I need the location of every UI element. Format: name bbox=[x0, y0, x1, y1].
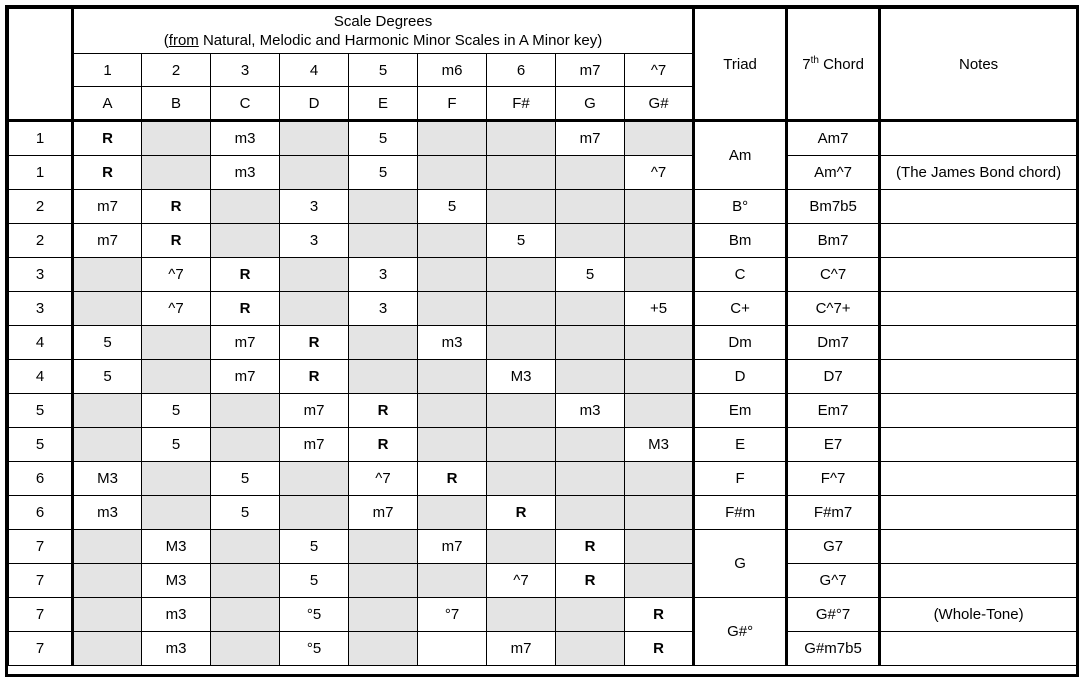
interval-cell: m3 bbox=[73, 496, 142, 530]
interval-cell: R bbox=[625, 598, 694, 632]
interval-cell: m7 bbox=[211, 326, 280, 360]
interval-cell: m7 bbox=[349, 496, 418, 530]
interval-cell bbox=[625, 190, 694, 224]
note-header: F bbox=[418, 87, 487, 121]
interval-cell: 5 bbox=[73, 360, 142, 394]
interval-cell bbox=[487, 462, 556, 496]
interval-cell bbox=[487, 156, 556, 190]
row-degree: 4 bbox=[9, 326, 73, 360]
interval-cell bbox=[73, 530, 142, 564]
notes-cell bbox=[880, 292, 1077, 326]
interval-cell: ^7 bbox=[487, 564, 556, 598]
interval-cell: ^7 bbox=[349, 462, 418, 496]
interval-cell: R bbox=[625, 632, 694, 666]
interval-cell bbox=[625, 258, 694, 292]
notes-cell bbox=[880, 428, 1077, 462]
interval-cell: m7 bbox=[487, 632, 556, 666]
interval-cell bbox=[556, 462, 625, 496]
interval-cell bbox=[211, 632, 280, 666]
interval-cell: 5 bbox=[73, 326, 142, 360]
note-header: C bbox=[211, 87, 280, 121]
notes-cell bbox=[880, 258, 1077, 292]
notes-cell bbox=[880, 564, 1077, 598]
interval-cell bbox=[142, 360, 211, 394]
seventh-chord-cell: Bm7b5 bbox=[787, 190, 880, 224]
row-degree: 6 bbox=[9, 496, 73, 530]
note-header: G# bbox=[625, 87, 694, 121]
interval-cell bbox=[418, 428, 487, 462]
seventh-chord-cell: F^7 bbox=[787, 462, 880, 496]
interval-cell bbox=[556, 496, 625, 530]
triad-cell: D bbox=[694, 360, 787, 394]
interval-cell: m7 bbox=[280, 428, 349, 462]
interval-cell: M3 bbox=[625, 428, 694, 462]
interval-cell: M3 bbox=[142, 530, 211, 564]
interval-cell bbox=[556, 326, 625, 360]
triad-cell: Em bbox=[694, 394, 787, 428]
interval-cell bbox=[487, 190, 556, 224]
interval-cell: R bbox=[556, 530, 625, 564]
notes-cell bbox=[880, 360, 1077, 394]
table-row bbox=[9, 598, 1077, 632]
interval-cell bbox=[418, 360, 487, 394]
row-degree: 7 bbox=[9, 530, 73, 564]
interval-cell bbox=[418, 496, 487, 530]
interval-cell bbox=[487, 598, 556, 632]
interval-cell bbox=[349, 326, 418, 360]
interval-cell bbox=[487, 530, 556, 564]
interval-cell: R bbox=[487, 496, 556, 530]
interval-cell bbox=[211, 428, 280, 462]
interval-cell bbox=[349, 598, 418, 632]
interval-cell bbox=[625, 530, 694, 564]
row-degree: 7 bbox=[9, 564, 73, 598]
interval-cell bbox=[556, 224, 625, 258]
degree-header: m6 bbox=[418, 54, 487, 87]
interval-cell bbox=[487, 121, 556, 156]
interval-cell bbox=[73, 598, 142, 632]
note-header: E bbox=[349, 87, 418, 121]
scale-title: Scale Degrees bbox=[333, 13, 433, 30]
interval-cell: 3 bbox=[349, 258, 418, 292]
interval-cell bbox=[556, 428, 625, 462]
interval-cell: R bbox=[418, 462, 487, 496]
interval-cell: 5 bbox=[211, 462, 280, 496]
note-header: B bbox=[142, 87, 211, 121]
seventh-chord-cell: G^7 bbox=[787, 564, 880, 598]
table-row bbox=[9, 564, 1077, 598]
interval-cell: ^7 bbox=[142, 258, 211, 292]
note-header: F# bbox=[487, 87, 556, 121]
row-degree: 4 bbox=[9, 360, 73, 394]
interval-cell bbox=[73, 632, 142, 666]
table-row bbox=[9, 326, 1077, 360]
interval-cell bbox=[487, 326, 556, 360]
interval-cell: +5 bbox=[625, 292, 694, 326]
interval-cell: 3 bbox=[280, 224, 349, 258]
interval-cell bbox=[142, 121, 211, 156]
interval-cell: 5 bbox=[142, 394, 211, 428]
interval-cell: R bbox=[142, 190, 211, 224]
table-row bbox=[9, 258, 1077, 292]
degree-header: 6 bbox=[487, 54, 556, 87]
interval-cell bbox=[349, 360, 418, 394]
interval-cell: 5 bbox=[487, 224, 556, 258]
interval-cell: M3 bbox=[73, 462, 142, 496]
interval-cell: R bbox=[280, 360, 349, 394]
triad-cell: Am bbox=[694, 121, 787, 190]
interval-cell: m3 bbox=[142, 632, 211, 666]
seventh-chord-cell: G#°7 bbox=[787, 598, 880, 632]
row-degree: 5 bbox=[9, 394, 73, 428]
interval-cell bbox=[142, 326, 211, 360]
interval-cell bbox=[625, 224, 694, 258]
interval-cell: 5 bbox=[418, 190, 487, 224]
interval-cell bbox=[349, 564, 418, 598]
interval-cell bbox=[487, 292, 556, 326]
row-degree: 7 bbox=[9, 598, 73, 632]
interval-cell bbox=[625, 462, 694, 496]
interval-cell: m3 bbox=[556, 394, 625, 428]
seventh-chord-cell: F#m7 bbox=[787, 496, 880, 530]
degree-header: m7 bbox=[556, 54, 625, 87]
scale-subtitle: (from Natural, Melodic and Harmonic Minor Scales in A Minor key) bbox=[163, 32, 603, 49]
row-degree: 1 bbox=[9, 121, 73, 156]
interval-cell bbox=[349, 224, 418, 258]
interval-cell: R bbox=[280, 326, 349, 360]
table-row bbox=[9, 496, 1077, 530]
table-row bbox=[9, 530, 1077, 564]
interval-cell bbox=[625, 394, 694, 428]
seventh-chord-cell: E7 bbox=[787, 428, 880, 462]
table-row bbox=[9, 394, 1077, 428]
interval-cell: m7 bbox=[73, 190, 142, 224]
interval-cell: 5 bbox=[142, 428, 211, 462]
seventh-chord-cell: Am^7 bbox=[787, 156, 880, 190]
interval-cell: 5 bbox=[280, 530, 349, 564]
chord-rows bbox=[9, 121, 1077, 666]
notes-cell: (The James Bond chord) bbox=[880, 156, 1077, 190]
seventh-chord-cell: C^7+ bbox=[787, 292, 880, 326]
interval-cell bbox=[418, 394, 487, 428]
interval-cell: m7 bbox=[280, 394, 349, 428]
interval-cell: m3 bbox=[418, 326, 487, 360]
interval-cell bbox=[487, 428, 556, 462]
seventh-chord-cell: Am7 bbox=[787, 121, 880, 156]
triad-cell: Dm bbox=[694, 326, 787, 360]
degree-header: 2 bbox=[142, 54, 211, 87]
interval-cell: R bbox=[349, 394, 418, 428]
seventh-chord-cell: C^7 bbox=[787, 258, 880, 292]
note-header: D bbox=[280, 87, 349, 121]
triad-cell: Bm bbox=[694, 224, 787, 258]
table-row bbox=[9, 292, 1077, 326]
interval-cell bbox=[280, 121, 349, 156]
notes-cell bbox=[880, 632, 1077, 666]
interval-cell bbox=[142, 156, 211, 190]
table-row bbox=[9, 632, 1077, 666]
interval-cell: °5 bbox=[280, 598, 349, 632]
interval-cell bbox=[418, 258, 487, 292]
notes-cell: (Whole-Tone) bbox=[880, 598, 1077, 632]
triad-cell: E bbox=[694, 428, 787, 462]
interval-cell: M3 bbox=[142, 564, 211, 598]
interval-cell bbox=[556, 632, 625, 666]
interval-cell bbox=[625, 121, 694, 156]
interval-cell: m7 bbox=[418, 530, 487, 564]
interval-cell: °7 bbox=[418, 598, 487, 632]
scale-degrees-title bbox=[73, 9, 694, 54]
triad-cell: F#m bbox=[694, 496, 787, 530]
interval-cell bbox=[211, 190, 280, 224]
row-degree: 3 bbox=[9, 258, 73, 292]
header-row-title bbox=[9, 9, 1077, 54]
table-row bbox=[9, 428, 1077, 462]
corner-cell bbox=[9, 9, 73, 121]
note-header: A bbox=[73, 87, 142, 121]
interval-cell bbox=[280, 462, 349, 496]
interval-cell: ^7 bbox=[142, 292, 211, 326]
interval-cell: m3 bbox=[142, 598, 211, 632]
interval-cell bbox=[418, 121, 487, 156]
interval-cell bbox=[73, 394, 142, 428]
interval-cell: R bbox=[73, 156, 142, 190]
interval-cell bbox=[625, 326, 694, 360]
interval-cell bbox=[487, 258, 556, 292]
row-degree: 6 bbox=[9, 462, 73, 496]
interval-cell bbox=[418, 292, 487, 326]
seventh-chord-header: 7th Chord bbox=[787, 9, 880, 121]
interval-cell: R bbox=[556, 564, 625, 598]
notes-cell bbox=[880, 326, 1077, 360]
row-degree: 5 bbox=[9, 428, 73, 462]
table-row bbox=[9, 224, 1077, 258]
interval-cell: m3 bbox=[211, 156, 280, 190]
table-row bbox=[9, 360, 1077, 394]
degree-header: 1 bbox=[73, 54, 142, 87]
triad-header: Triad bbox=[694, 9, 787, 121]
interval-cell bbox=[625, 496, 694, 530]
interval-cell: M3 bbox=[487, 360, 556, 394]
notes-cell bbox=[880, 496, 1077, 530]
interval-cell: 5 bbox=[280, 564, 349, 598]
interval-cell bbox=[418, 564, 487, 598]
notes-cell bbox=[880, 394, 1077, 428]
interval-cell bbox=[418, 156, 487, 190]
interval-cell: R bbox=[349, 428, 418, 462]
seventh-chord-cell: G#m7b5 bbox=[787, 632, 880, 666]
row-degree: 3 bbox=[9, 292, 73, 326]
interval-cell bbox=[556, 360, 625, 394]
interval-cell bbox=[280, 496, 349, 530]
degree-header: ^7 bbox=[625, 54, 694, 87]
interval-cell: m7 bbox=[556, 121, 625, 156]
degree-header: 3 bbox=[211, 54, 280, 87]
triad-cell: B° bbox=[694, 190, 787, 224]
interval-cell bbox=[349, 632, 418, 666]
interval-cell bbox=[487, 394, 556, 428]
interval-cell bbox=[349, 530, 418, 564]
interval-cell: ^7 bbox=[625, 156, 694, 190]
interval-cell: 5 bbox=[211, 496, 280, 530]
notes-cell bbox=[880, 462, 1077, 496]
interval-cell: m7 bbox=[73, 224, 142, 258]
table-row bbox=[9, 462, 1077, 496]
interval-cell: R bbox=[211, 258, 280, 292]
table-row bbox=[9, 190, 1077, 224]
degree-header: 5 bbox=[349, 54, 418, 87]
interval-cell: R bbox=[73, 121, 142, 156]
degree-header: 4 bbox=[280, 54, 349, 87]
interval-cell bbox=[280, 258, 349, 292]
interval-cell bbox=[280, 156, 349, 190]
interval-cell bbox=[73, 428, 142, 462]
triad-cell: G bbox=[694, 530, 787, 598]
seventh-chord-cell: Dm7 bbox=[787, 326, 880, 360]
triad-cell: F bbox=[694, 462, 787, 496]
notes-cell bbox=[880, 190, 1077, 224]
interval-cell: m3 bbox=[211, 121, 280, 156]
row-degree: 2 bbox=[9, 224, 73, 258]
triad-cell: G#° bbox=[694, 598, 787, 666]
notes-cell bbox=[880, 530, 1077, 564]
chord-table bbox=[8, 8, 1077, 666]
notes-header: Notes bbox=[880, 9, 1077, 121]
interval-cell: 5 bbox=[349, 121, 418, 156]
triad-cell: C+ bbox=[694, 292, 787, 326]
notes-cell bbox=[880, 121, 1077, 156]
interval-cell: R bbox=[211, 292, 280, 326]
interval-cell bbox=[625, 564, 694, 598]
table-row bbox=[9, 156, 1077, 190]
seventh-chord-cell: D7 bbox=[787, 360, 880, 394]
interval-cell bbox=[73, 292, 142, 326]
interval-cell bbox=[280, 292, 349, 326]
note-header: G bbox=[556, 87, 625, 121]
interval-cell bbox=[211, 394, 280, 428]
interval-cell bbox=[418, 224, 487, 258]
interval-cell bbox=[211, 564, 280, 598]
interval-cell bbox=[556, 156, 625, 190]
notes-cell bbox=[880, 224, 1077, 258]
interval-cell: 3 bbox=[349, 292, 418, 326]
interval-cell bbox=[418, 632, 487, 666]
interval-cell: 3 bbox=[280, 190, 349, 224]
triad-cell: C bbox=[694, 258, 787, 292]
interval-cell bbox=[73, 258, 142, 292]
seventh-chord-cell: Bm7 bbox=[787, 224, 880, 258]
seventh-chord-cell: G7 bbox=[787, 530, 880, 564]
row-degree: 2 bbox=[9, 190, 73, 224]
table-row bbox=[9, 121, 1077, 156]
interval-cell: 5 bbox=[556, 258, 625, 292]
interval-cell bbox=[556, 292, 625, 326]
interval-cell bbox=[349, 190, 418, 224]
interval-cell bbox=[211, 598, 280, 632]
interval-cell: 5 bbox=[349, 156, 418, 190]
seventh-chord-cell: Em7 bbox=[787, 394, 880, 428]
interval-cell bbox=[556, 190, 625, 224]
interval-cell: R bbox=[142, 224, 211, 258]
row-degree: 1 bbox=[9, 156, 73, 190]
interval-cell bbox=[142, 496, 211, 530]
interval-cell bbox=[211, 530, 280, 564]
interval-cell: °5 bbox=[280, 632, 349, 666]
interval-cell bbox=[211, 224, 280, 258]
row-degree: 7 bbox=[9, 632, 73, 666]
interval-cell bbox=[142, 462, 211, 496]
interval-cell bbox=[73, 564, 142, 598]
interval-cell bbox=[556, 598, 625, 632]
interval-cell bbox=[625, 360, 694, 394]
interval-cell: m7 bbox=[211, 360, 280, 394]
